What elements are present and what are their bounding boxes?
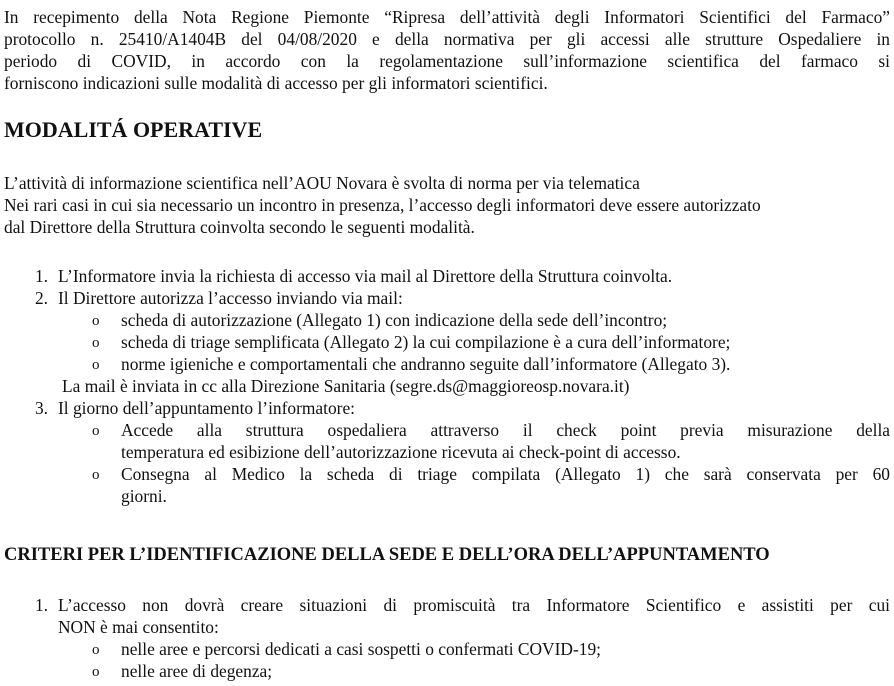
- circle-bullet-icon: o: [92, 423, 100, 439]
- sub-list-item-text: nelle aree e percorsi dedicati a casi sospetti o confermati COVID-19;: [121, 639, 601, 659]
- list-item-note: La mail è inviata in cc alla Direzione Sanitaria (segre.ds@maggioreosp.novara.it): [62, 376, 630, 396]
- intro-line-2: protocollo n. 25410/A1404B del 04/08/2020 e della normativa per gli accessi alle strutture Ospedaliere in: [4, 29, 890, 49]
- sub-list-item-text-continued: temperatura ed esibizione dell’autorizzazione ricevuta ai check-point di accesso.: [121, 442, 681, 462]
- list-item-text: Il Direttore autorizza l’accesso inviando via mail:: [58, 288, 403, 308]
- circle-bullet-icon: o: [92, 313, 100, 329]
- intro-line-3: periodo di COVID, in accordo con la regolamentazione sull’informazione scientifica del farmaco si: [4, 51, 890, 71]
- list-item-number: 1.: [34, 595, 48, 615]
- section-heading-modalita: MODALITÁ OPERATIVE: [4, 117, 263, 142]
- list-item-number: 1.: [34, 266, 48, 286]
- sub-list-item-text: norme igieniche e comportamentali che andranno seguite dall’informatore (Allegato 3).: [121, 354, 731, 374]
- circle-bullet-icon: o: [92, 335, 100, 351]
- sub-list-item-text-continued: giorni.: [121, 486, 167, 506]
- intro-line-1: In recepimento della Nota Regione Piemonte “Ripresa dell’attività degli Informatori Scientifici del Farmaco”: [4, 7, 890, 27]
- intro-line-4: forniscono indicazioni sulle modalità di accesso per gli informatori scientifici.: [4, 73, 548, 93]
- section-heading-criteri: CRITERI PER L’IDENTIFICAZIONE DELLA SEDE E DELL’ORA DELL’APPUNTAMENTO: [4, 545, 770, 565]
- sub-list-item-text: Consegna al Medico la scheda di triage compilata (Allegato 1) che sarà conservata per 60: [121, 464, 890, 484]
- sub-list-item-text: scheda di autorizzazione (Allegato 1) con indicazione della sede dell’incontro;: [121, 310, 668, 330]
- circle-bullet-icon: o: [92, 357, 100, 373]
- list-item-number: 3.: [34, 398, 48, 418]
- section1-paragraph-line-1: L’attività di informazione scientifica nell’AOU Novara è svolta di norma per via telematica: [4, 173, 640, 193]
- list-item-text: L’Informatore invia la richiesta di accesso via mail al Direttore della Struttura coinvolta.: [58, 266, 673, 286]
- circle-bullet-icon: o: [92, 664, 100, 680]
- list-item-text-continued: NON è mai consentito:: [58, 617, 219, 637]
- list-item-text: L’accesso non dovrà creare situazioni di promiscuità tra Informatore Scientifico e assistiti per cui: [58, 595, 890, 615]
- circle-bullet-icon: o: [92, 467, 100, 483]
- sub-list-item-text: scheda di triage semplificata (Allegato 2) la cui compilazione è a cura dell’informatore;: [121, 332, 731, 352]
- list-item-number: 2.: [34, 288, 48, 308]
- section1-paragraph-line-2: Nei rari casi in cui sia necessario un incontro in presenza, l’accesso degli informatori deve essere autorizzato: [4, 195, 761, 215]
- sub-list-item-text: nelle aree di degenza;: [121, 661, 273, 681]
- circle-bullet-icon: o: [92, 642, 100, 658]
- list-item-text: Il giorno dell’appuntamento l’informatore:: [58, 398, 355, 418]
- section1-paragraph-line-3: dal Direttore della Struttura coinvolta secondo le seguenti modalità.: [4, 217, 475, 237]
- sub-list-item-text: Accede alla struttura ospedaliera attraverso il check point previa misurazione della: [121, 420, 890, 440]
